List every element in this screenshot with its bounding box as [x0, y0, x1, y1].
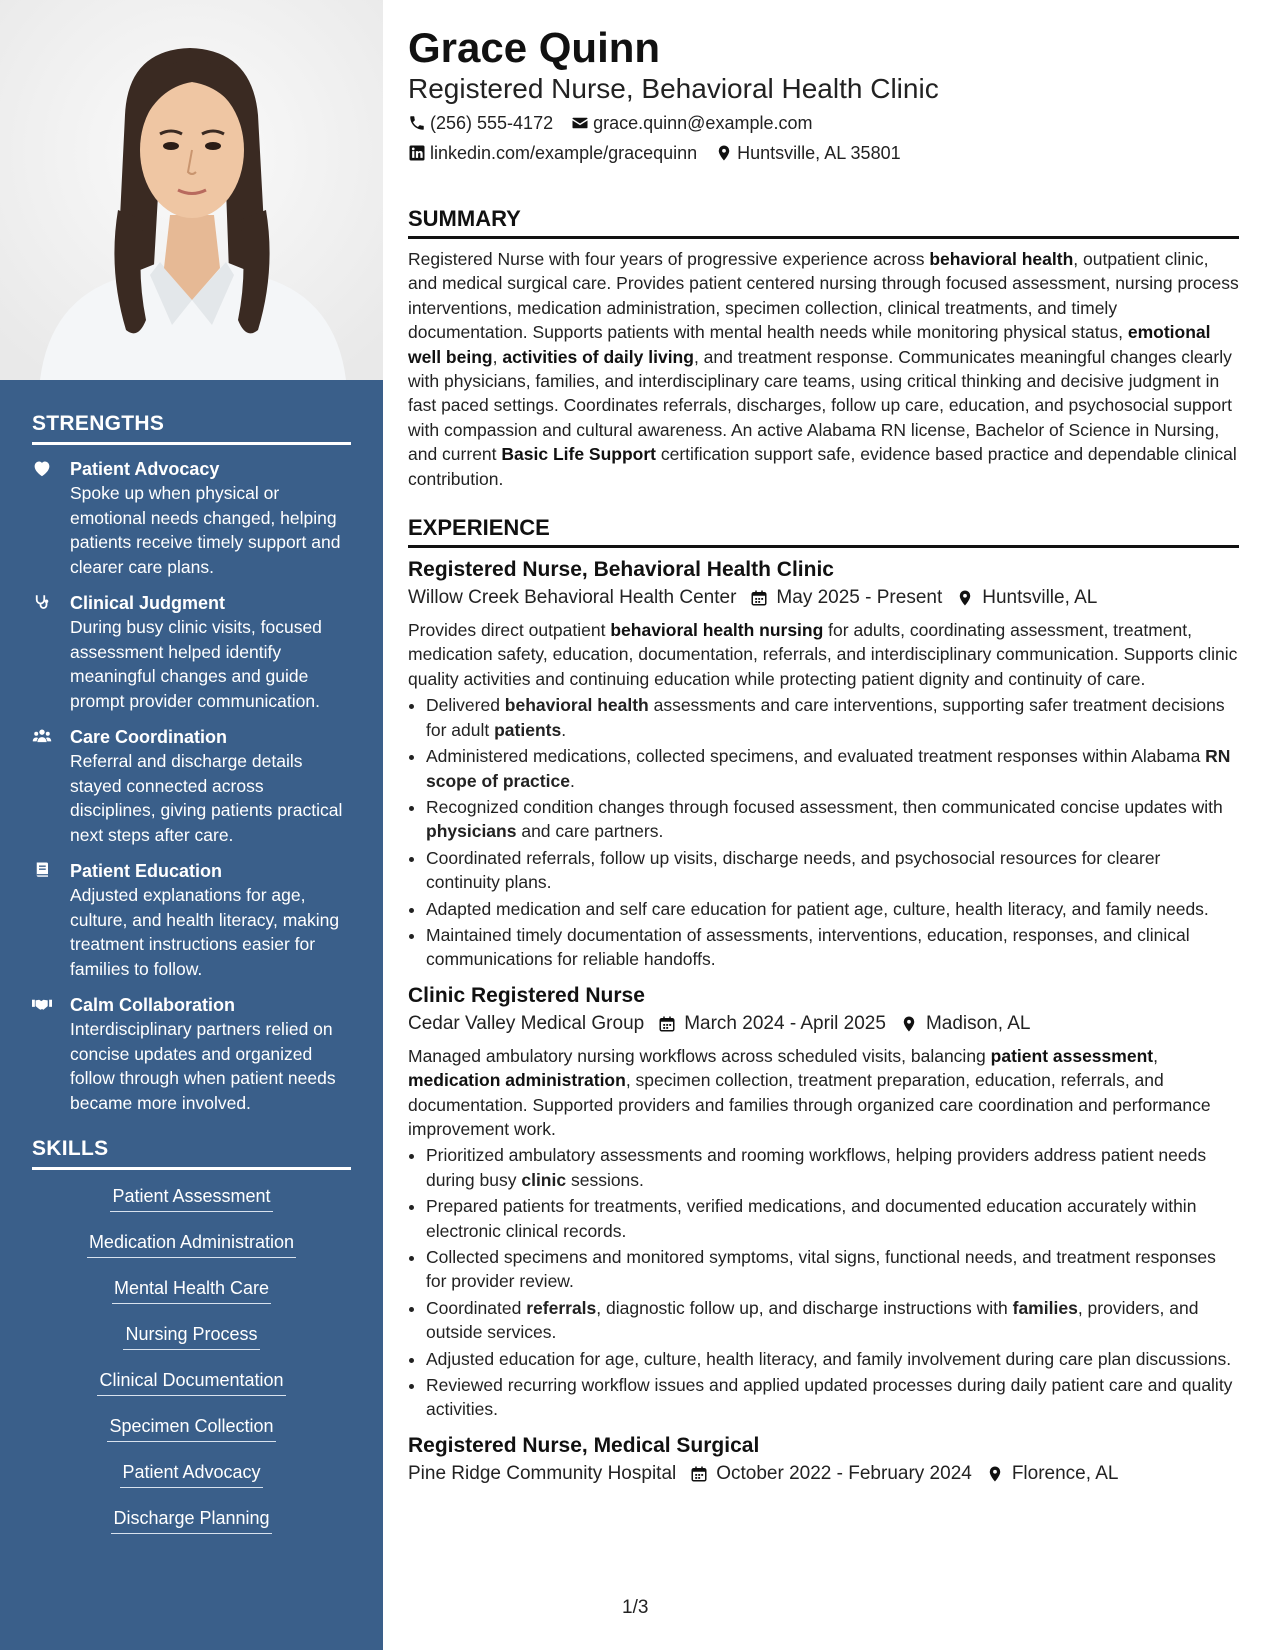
calendar-icon [658, 1015, 676, 1033]
handshake-icon [32, 993, 70, 1115]
strengths-heading: STRENGTHS [32, 412, 351, 445]
skill-tag: Patient Assessment [110, 1184, 272, 1212]
calendar-icon [690, 1465, 708, 1483]
strengths-list [32, 457, 351, 1115]
linkedin-text: linkedin.com/example/gracequinn [430, 143, 698, 163]
skill-tag: Nursing Process [123, 1322, 259, 1350]
envelope-icon [571, 114, 589, 132]
map-pin-icon [956, 589, 974, 607]
skills-heading: SKILLS [32, 1137, 351, 1170]
strength-item [32, 725, 351, 847]
map-pin-icon [986, 1465, 1004, 1483]
job-bullet: • Maintained timely documentation of assessments, interventions, education, responses, and clinical communications for reliable handoffs. [426, 923, 1239, 972]
job-location [986, 1460, 1119, 1488]
job-location [956, 584, 1097, 612]
skill-tag: Medication Administration [87, 1230, 296, 1258]
book-icon [32, 859, 70, 981]
job-entry [408, 982, 1239, 1422]
strength-item [32, 859, 351, 981]
strength-desc: Adjusted explanations for age, culture, and health literacy, making treatment instructions easier for families to follow. [70, 885, 340, 979]
candidate-headline: Registered Nurse, Behavioral Health Clinic [408, 73, 939, 104]
job-meta [408, 584, 1239, 612]
users-icon [32, 725, 70, 847]
contact-email[interactable] [571, 110, 812, 136]
avatar [0, 0, 383, 380]
strength-desc: Spoke up when physical or emotional needs changed, helping patients receive timely support and clearer care plans. [70, 483, 341, 577]
candidate-name: Grace Quinn [408, 24, 661, 71]
skill-tag: Discharge Planning [111, 1506, 271, 1534]
strength-title: Calm Collaboration [70, 995, 236, 1015]
skill-tag: Patient Advocacy [120, 1460, 262, 1488]
phone-text: (256) 555-4172 [430, 113, 554, 133]
job-bullet: • Reviewed recurring workflow issues and applied updated processes during daily patient care and quality activities. [426, 1373, 1239, 1422]
experience-heading: EXPERIENCE [408, 515, 1239, 548]
job-bullet: • Coordinated referrals, follow up visits, discharge needs, and psychosocial resources for clearer continuity plans. [426, 846, 1239, 895]
skill-tag: Specimen Collection [107, 1414, 275, 1442]
contact-row-1 [408, 110, 1239, 136]
job-entry [408, 556, 1239, 972]
job-dates-text: March 2024 - April 2025 [684, 1012, 886, 1034]
strength-desc: Referral and discharge details stayed connected across disciplines, giving patients practical next steps after care. [70, 751, 343, 845]
job-title: Registered Nurse, Behavioral Health Clinic [408, 558, 834, 582]
job-bullets [408, 1143, 1239, 1421]
job-bullet: • Coordinated referrals, diagnostic follow up, and discharge instructions with families, providers, and outside services. [426, 1296, 1239, 1345]
job-meta [408, 1010, 1239, 1038]
map-pin-icon [715, 144, 733, 162]
contact-linkedin[interactable] [408, 140, 697, 166]
contact-row-2 [408, 140, 1239, 166]
skills-list [32, 1184, 351, 1552]
job-meta [408, 1460, 1239, 1488]
map-pin-icon [900, 1015, 918, 1033]
strength-desc: Interdisciplinary partners relied on concise updates and organized follow through when patient needs became more involved. [70, 1019, 336, 1113]
page-number: 1/3 [622, 1597, 649, 1618]
job-bullet: • Recognized condition changes through focused assessment, then communicated concise updates with physicians and care partners. [426, 795, 1239, 844]
strength-desc: During busy clinic visits, focused assessment helped identify meaningful changes and guide prompt provider communication. [70, 617, 322, 711]
job-dates [658, 1010, 886, 1038]
job-location [900, 1010, 1031, 1038]
job-employer: Pine Ridge Community Hospital [408, 1462, 677, 1484]
linkedin-icon [408, 144, 426, 162]
strength-title: Patient Advocacy [70, 459, 220, 479]
job-entry [408, 1432, 1239, 1488]
job-bullet: • Prepared patients for treatments, verified medications, and documented education accurately within electronic clinical records. [426, 1194, 1239, 1243]
job-bullet: • Administered medications, collected specimens, and evaluated treatment responses within Alabama RN scope of practice. [426, 744, 1239, 793]
job-location-text: Huntsville, AL [982, 587, 1098, 609]
contact-phone[interactable] [408, 110, 553, 136]
job-title: Clinic Registered Nurse [408, 983, 645, 1007]
job-bullet: • Adapted medication and self care education for patient age, culture, health literacy, and family needs. [426, 897, 1239, 921]
job-bullets [408, 693, 1239, 971]
job-bullet: • Delivered behavioral health assessments and care interventions, supporting safer treatment decisions for adult patients. [426, 693, 1239, 742]
profile-photo [0, 0, 383, 380]
job-title: Registered Nurse, Medical Surgical [408, 1433, 760, 1457]
strength-title: Patient Education [70, 861, 223, 881]
job-dates [690, 1460, 972, 1488]
phone-icon [408, 114, 426, 132]
location-text: Huntsville, AL 35801 [737, 143, 901, 163]
email-text: grace.quinn@example.com [593, 113, 813, 133]
strength-item [32, 591, 351, 713]
summary-heading: SUMMARY [408, 206, 1239, 239]
job-dates-text: May 2025 - Present [776, 587, 943, 609]
experience-list [408, 556, 1239, 1488]
job-location-text: Madison, AL [925, 1012, 1031, 1034]
stethoscope-icon [32, 591, 70, 713]
strength-item [32, 993, 351, 1115]
strength-title: Care Coordination [70, 727, 228, 747]
job-dates [750, 584, 942, 612]
job-dates-text: October 2022 - February 2024 [716, 1462, 972, 1484]
strength-item [32, 457, 351, 579]
job-employer: Willow Creek Behavioral Health Center [408, 587, 737, 609]
job-description: Provides direct outpatient behavioral health nursing for adults, coordinating assessment, treatment, medication safety, education, documentation, referrals, and interdisciplinary communication. Supports clinic quality activities and continuing education while protecting patient dignity and continuity of care. [408, 620, 1238, 689]
heart-icon [32, 457, 70, 579]
job-bullet: • Collected specimens and monitored symptoms, vital signs, functional needs, and treatment responses for provider review. [426, 1245, 1239, 1294]
contact-location [715, 140, 900, 166]
main-content [408, 22, 1239, 1498]
sidebar [0, 0, 383, 1650]
job-bullet: • Adjusted education for age, culture, health literacy, and family involvement during care plan discussions. [426, 1347, 1239, 1371]
job-bullet: • Prioritized ambulatory assessments and rooming workflows, helping providers address patient needs during busy clinic sessions. [426, 1143, 1239, 1192]
skill-tag: Mental Health Care [112, 1276, 271, 1304]
job-employer: Cedar Valley Medical Group [408, 1012, 645, 1034]
strength-title: Clinical Judgment [70, 593, 226, 613]
calendar-icon [750, 589, 768, 607]
summary-text: Registered Nurse with four years of progressive experience across behavioral health, outpatient clinic, and medical surgical care. Provides patient centered nursing through focused assessment, nursing process interventions, medication administration, specimen collection, clinical treatments, and timely documentation. Supports patients with mental health needs while monitoring physical status, emotional well being, activities of daily living, and treatment response. Communicates meaningful changes clearly with physicians, families, and interdisciplinary care teams, using critical thinking and decisive judgment in fast paced settings. Coordinates referrals, discharges, follow up care, education, and psychosocial support with compassion and cultural awareness. An active Alabama RN license, Bachelor of Science in Nursing, and current Basic Life Support certification support safe, evidence based practice and dependable clinical contribution. [408, 249, 1239, 489]
job-description: Managed ambulatory nursing workflows across scheduled visits, balancing patient assessment, medication administration, specimen collection, treatment preparation, education, referrals, and documentation. Supported providers and families through organized care coordination and performance improvement work. [408, 1045, 1211, 1139]
skill-tag: Clinical Documentation [97, 1368, 285, 1396]
job-location-text: Florence, AL [1011, 1462, 1119, 1484]
